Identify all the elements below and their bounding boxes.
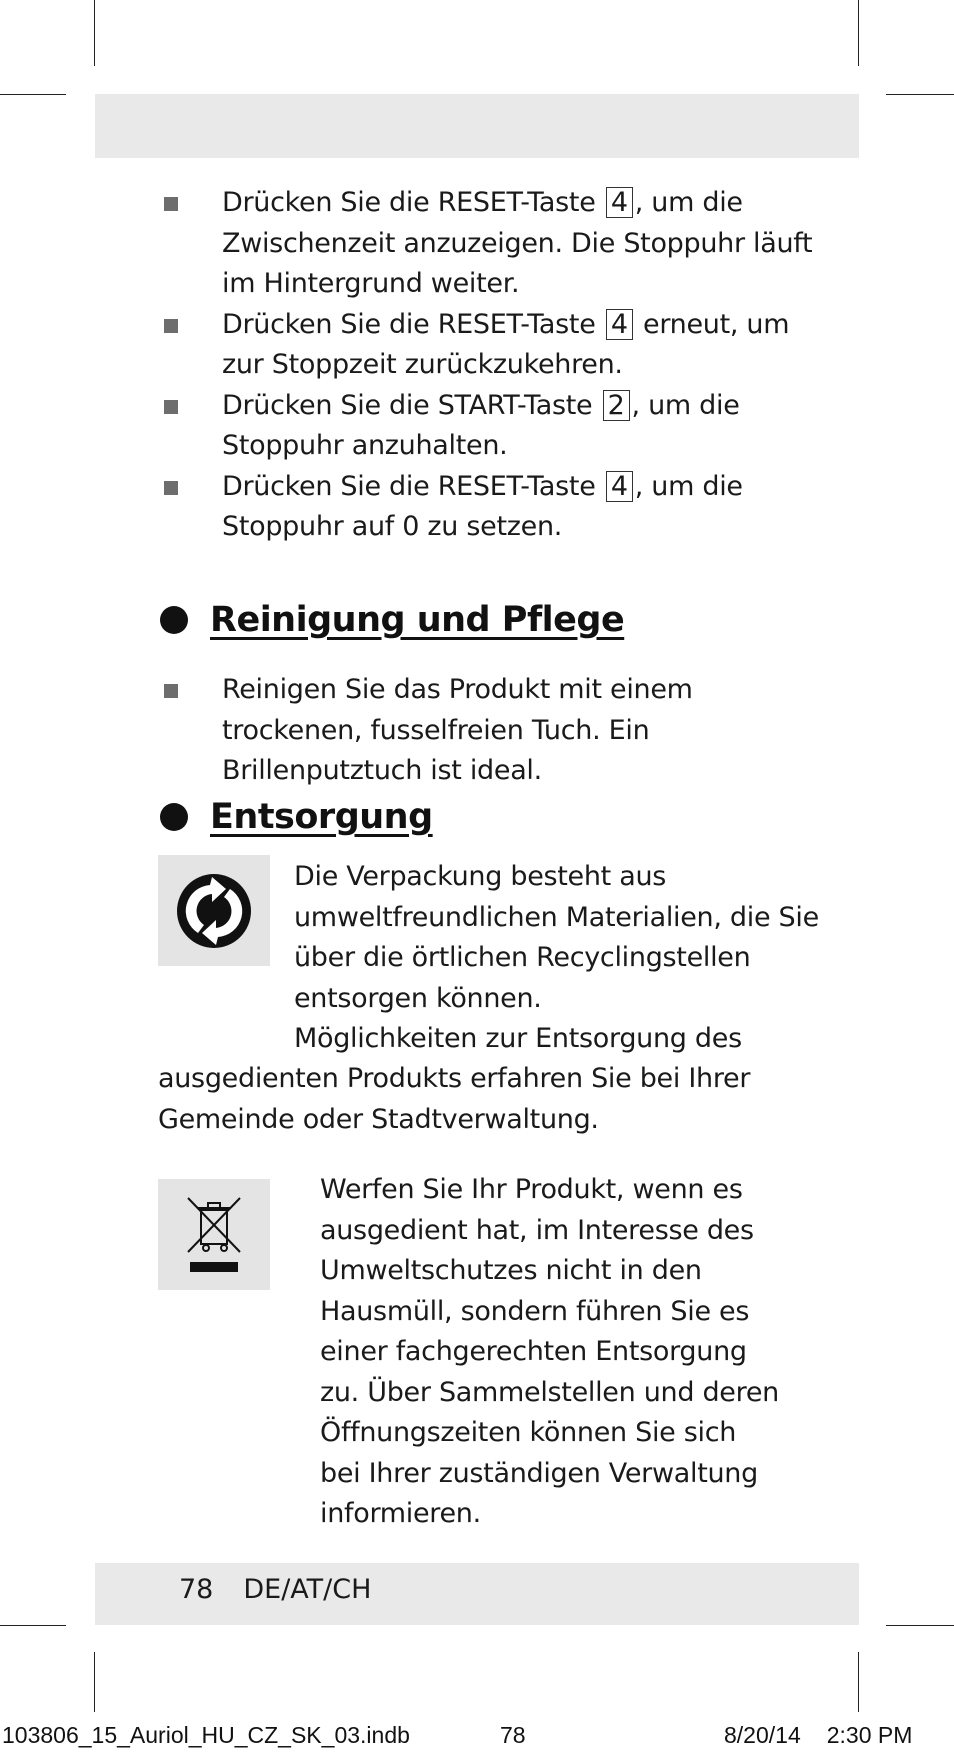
weee-icon-box <box>158 1179 270 1290</box>
crop-mark <box>0 94 66 95</box>
crop-mark <box>94 0 95 66</box>
key-reference: 4 <box>606 187 633 218</box>
key-reference: 2 <box>603 390 630 421</box>
disposal-options-text: ausgedienten Produkts erfahren Sie bei Ihrer Gemeinde oder Stadtverwaltung. <box>158 1063 751 1135</box>
slug-datetime <box>724 1722 912 1749</box>
slug-date: 8/20/14 <box>724 1722 801 1748</box>
list-item: Drücken Sie die RESET-Taste 4 , um die Zwischenzeit anzuzeigen. Die Stoppuhr läuft im Hintergrund weiter. <box>158 183 818 305</box>
packaging-icon-box <box>158 855 270 966</box>
square-bullet-icon <box>164 684 178 698</box>
list-item: Drücken Sie die RESET-Taste 4 erneut, um zur Stoppzeit zurückzukehren. <box>158 305 818 386</box>
disposal-section-heading <box>160 797 433 837</box>
list-item: Reinigen Sie das Produkt mit einem trockenen, fusselfreien Tuch. Ein Brillenputztuch ist ideal. <box>158 670 818 792</box>
list-item: Drücken Sie die START-Taste 2 , um die Stoppuhr anzuhalten. <box>158 386 818 467</box>
care-section-heading <box>160 600 624 640</box>
crop-mark <box>858 1652 859 1712</box>
square-bullet-icon <box>164 197 178 211</box>
disposal-section-title: Entsorgung <box>210 797 433 837</box>
square-bullet-icon <box>164 319 178 333</box>
square-bullet-icon <box>164 481 178 495</box>
crop-mark <box>886 1625 954 1626</box>
page-footer <box>179 1570 371 1610</box>
crossed-out-wheelie-bin-icon <box>174 1190 254 1280</box>
care-section-title: Reinigung und Pflege <box>210 600 625 640</box>
square-bullet-icon <box>164 400 178 414</box>
weee-text: Werfen Sie Ihr Produkt, wenn es ausgedient hat, im Interesse des Umweltschutzes nicht in den Hausmüll, sondern führen Sie es einer fachgerechten Entsorgung zu. Über Sammelstellen und deren Öffnungszeiten können Sie sich bei Ihrer zuständigen Verwaltung informieren. <box>320 1174 779 1529</box>
green-dot-recycling-icon <box>174 871 254 951</box>
slug-filename: 103806_15_Auriol_HU_CZ_SK_03.indb <box>2 1722 410 1748</box>
care-list <box>158 670 818 792</box>
crop-mark <box>886 94 954 95</box>
header-band <box>95 94 859 158</box>
section-bullet-icon <box>160 803 188 831</box>
slug-page: 78 <box>500 1722 526 1748</box>
crop-mark <box>94 1652 95 1712</box>
list-item: Drücken Sie die RESET-Taste 4 , um die Stoppuhr auf 0 zu setzen. <box>158 467 818 548</box>
packaging-text: Die Verpackung besteht aus umweltfreundlichen Materialien, die Sie über die örtlichen Recyclingstellen entsorgen können. Möglichkeiten zur Entsorgung des <box>294 861 819 1054</box>
print-slug <box>0 1722 954 1756</box>
section-bullet-icon <box>160 606 188 634</box>
key-reference: 4 <box>606 309 633 340</box>
instruction-list <box>158 183 818 548</box>
slug-time: 2:30 PM <box>826 1722 913 1748</box>
region-label: DE/AT/CH <box>243 1574 372 1605</box>
page-number: 78 <box>179 1574 214 1605</box>
key-reference: 4 <box>606 471 633 502</box>
crop-mark <box>0 1625 66 1626</box>
crop-mark <box>858 0 859 66</box>
